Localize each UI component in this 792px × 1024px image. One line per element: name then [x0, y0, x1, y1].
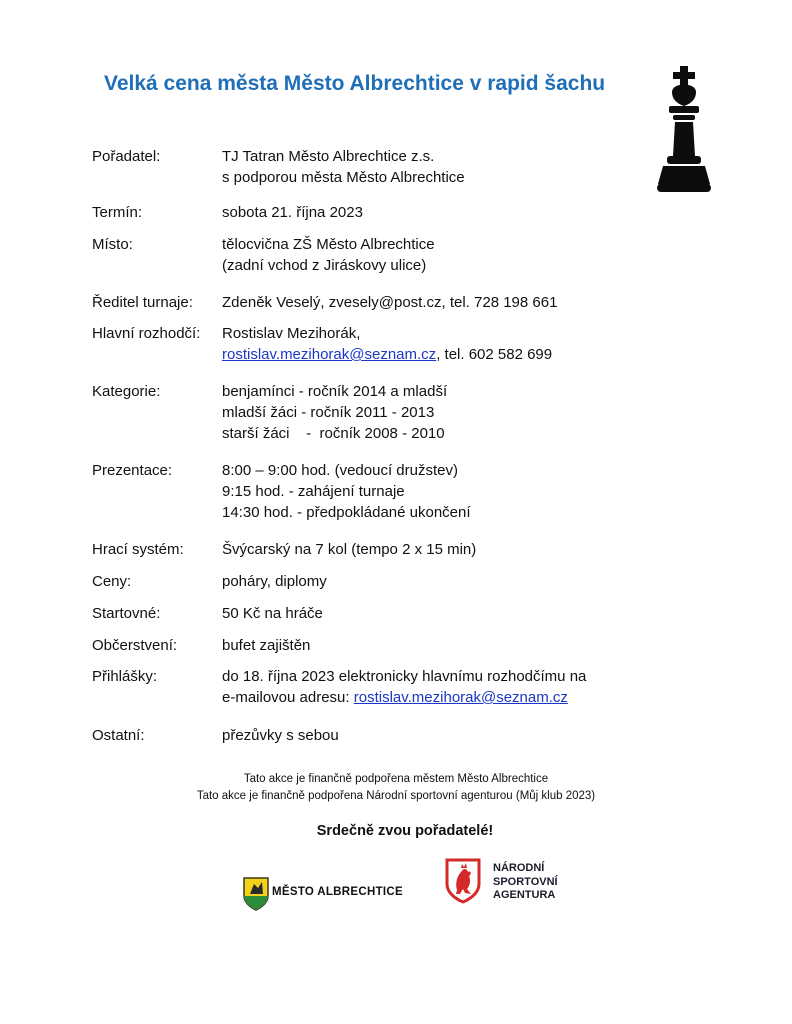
row-value: s podporou města Město Albrechtice [222, 169, 465, 186]
row-value: starší žáci - ročník 2008 - 2010 [222, 425, 445, 442]
agency-logo-line: SPORTOVNÍ [493, 875, 558, 888]
row-label: Přihlášky: [92, 668, 158, 685]
agency-logo-line: AGENTURA [493, 889, 556, 901]
row-value: e-mailovou adresu: [222, 689, 354, 706]
page-title: Velká cena města Město Albrechtice v rapid šachu [104, 72, 606, 95]
town-logo [242, 876, 412, 914]
row-value: 14:30 hod. - předpokládané ukončení [222, 504, 471, 521]
row-value: Zdeněk Veselý, zvesely@post.cz, tel. 728 198 661 [222, 294, 558, 311]
row-label: Místo: [92, 236, 133, 253]
row-value: sobota 21. října 2023 [222, 204, 363, 221]
row-label: Občerstvení: [92, 637, 178, 654]
row-value: 50 Kč na hráče [222, 605, 323, 622]
row-value: TJ Tatran Město Albrechtice z.s. [222, 148, 435, 165]
town-crest-icon [242, 876, 270, 912]
invitation-text: Srdečně zvou pořadatelé! [316, 823, 494, 839]
chess-king-icon [655, 66, 713, 194]
funding-note-town: Tato akce je finančně podpořena městem Město Albrechtice [243, 773, 549, 785]
agency-logo-line: NÁRODNÍ [493, 862, 545, 874]
row-value: přezůvky s sebou [222, 727, 339, 744]
row-value: 9:15 hod. - zahájení turnaje [222, 483, 405, 500]
row-label: Termín: [92, 204, 143, 221]
row-value: mladší žáci - ročník 2011 - 2013 [222, 404, 435, 421]
row-label: Hlavní rozhodčí: [92, 325, 201, 342]
row-label: Pořadatel: [92, 148, 161, 165]
row-label: Prezentace: [92, 462, 173, 479]
row-value: Švýcarský na 7 kol (tempo 2 x 15 min) [222, 541, 477, 558]
row-label: Ceny: [92, 573, 132, 590]
row-value: benjamínci - ročník 2014 a mladší [222, 383, 448, 400]
applications-email-link[interactable]: rostislav.mezihorak@seznam.cz [353, 689, 568, 706]
row-value: tělocvična ZŠ Město Albrechtice [222, 236, 435, 253]
row-value: 8:00 – 9:00 hod. (vedoucí družstev) [222, 462, 458, 479]
row-label: Hrací systém: [92, 541, 184, 558]
row-value: Rostislav Mezihorák, [222, 325, 361, 342]
czech-lion-icon [445, 858, 481, 904]
row-value: (zadní vchod z Jiráskovy ulice) [222, 257, 427, 274]
funding-note-agency: Tato akce je finančně podpořena Národní sportovní agenturou (Můj klub 2023) [196, 790, 596, 802]
agency-logo [445, 858, 575, 908]
row-label: Kategorie: [92, 383, 161, 400]
row-label: Ředitel turnaje: [92, 294, 193, 311]
row-label: Startovné: [92, 605, 161, 622]
arbiter-email-link[interactable]: rostislav.mezihorak@seznam.cz [222, 346, 437, 363]
row-value: do 18. října 2023 elektronicky hlavnímu rozhodčímu na [222, 668, 587, 685]
row-value: bufet zajištěn [222, 637, 311, 654]
row-value: poháry, diplomy [222, 573, 327, 590]
town-logo-text: MĚSTO ALBRECHTICE [272, 886, 403, 898]
row-label: Ostatní: [92, 727, 145, 744]
arbiter-phone: , tel. 602 582 699 [436, 346, 553, 363]
